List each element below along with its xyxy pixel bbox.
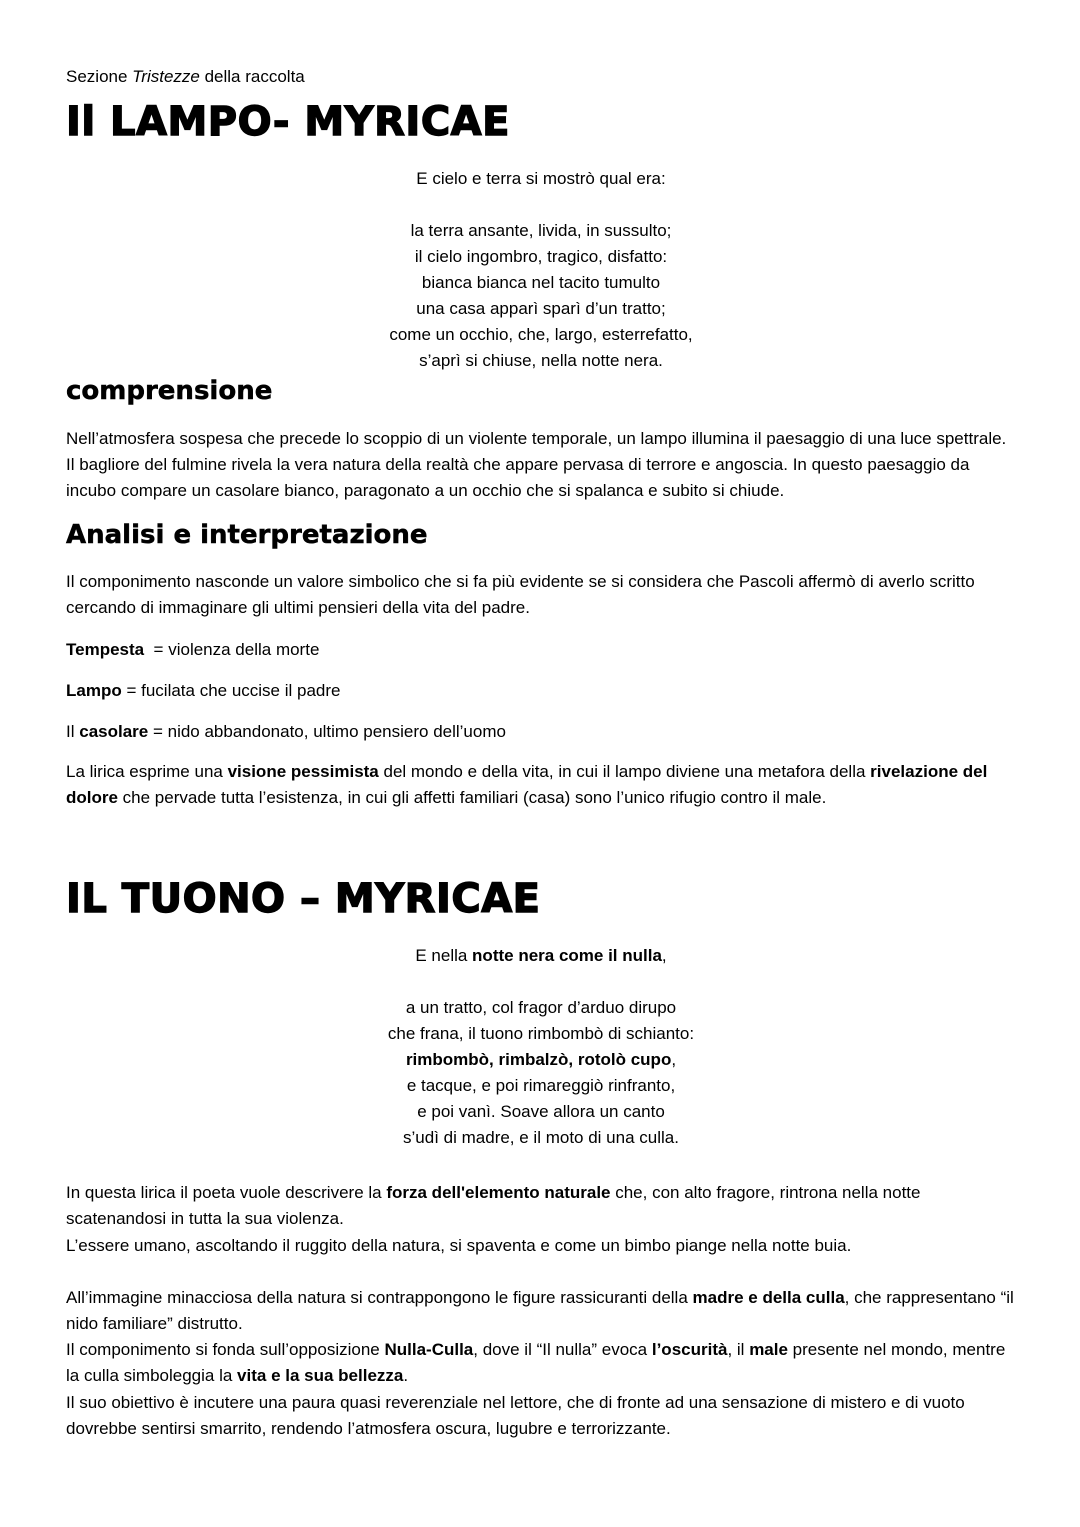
poem-line: il cielo ingombro, tragico, disfatto: [414,247,668,266]
poem-line: una casa apparì sparì d’un tratto; [416,299,666,318]
lampo-title: Il LAMPO- MYRICAE [66,99,510,145]
poem-line: rimbombò, rimbalzò, rotolò cupo, [405,1050,677,1069]
poem-line: e tacque, e poi rimareggiò rinfranto, [406,1076,676,1095]
lampo-poem [306,166,776,374]
symbol-casolare: Il casolare = nido abbandonato, ultimo pensiero dell’uomo [66,722,506,741]
poem-line: la terra ansante, livida, in sussulto; [410,221,672,240]
poem-line: E cielo e terra si mostrò qual era: [416,169,666,188]
tuono-paragraph-1: In questa lirica il poeta vuole descrivere la forza dell'elemento naturale che, con alto fragore, rintrona nella notte scatenandosi in tutta la sua violenza. [66,1183,921,1228]
comprensione-paragraph: Nell’atmosfera sospesa che precede lo scoppio di un violente temporale, un lampo illumina il paesaggio di una luce spettrale. Il bagliore del fulmine rivela la vera natura della realtà che appare pervasa di terrore e angoscia. In questo paesaggio da incubo compare un casolare bianco, paragonato a un occhio che si spalanca e subito si chiude. [66,429,1007,500]
symbol-tempesta: Tempesta = violenza della morte [66,640,320,659]
tuono-paragraph-4: Il componimento si fonda sull’opposizione Nulla-Culla, dove il “Il nulla” evoca l’oscurità, il male presente nel mondo, mentre la culla simboleggia la vita e la sua bellezza. [66,1340,1006,1385]
lampo-conclusion: La lirica esprime una visione pessimista del mondo e della vita, in cui il lampo diviene una metafora della rivelazione del dolore che pervade tutta l’esistenza, in cui gli affetti familiari (casa) sono l’unico rifugio contro il male. [66,762,988,807]
symbol-lampo: Lampo = fucilata che uccise il padre [66,681,341,700]
poem-line: E nella notte nera come il nulla, [415,946,667,965]
tuono-paragraph-2: L’essere umano, ascoltando il ruggito della natura, si spaventa e come un bimbo piange nella notte buia. [66,1236,852,1255]
poem-line: che frana, il tuono rimbombò di schianto: [387,1024,695,1043]
comprensione-heading: comprensione [66,376,273,406]
poem-line: bianca bianca nel tacito tumulto [421,273,661,292]
tuono-title: IL TUONO – MYRICAE [66,876,541,922]
analisi-heading: Analisi e interpretazione [66,520,428,550]
analisi-paragraph: Il componimento nasconde un valore simbolico che si fa più evidente se si considera che Pascoli affermò di averlo scritto cercando di immaginare gli ultimi pensieri della vita del padre. [66,572,975,617]
tuono-paragraph-3: All’immagine minacciosa della natura si contrappongono le figure rassicuranti della madre e della culla, che rappresentano “il nido familiare” distrutto. [66,1288,1014,1333]
poem-line: s’aprì si chiuse, nella notte nera. [419,351,663,370]
poem-line: e poi vanì. Soave allora un canto [417,1102,665,1121]
poem-line: come un occhio, che, largo, esterrefatto, [389,325,693,344]
poem-line: s’udì di madre, e il moto di una culla. [403,1128,679,1147]
tuono-paragraph-5: Il suo obiettivo è incutere una paura quasi reverenziale nel lettore, che di fronte ad una sensazione di mistero e di vuoto dovrebbe sentirsi smarrito, rendendo l’atmosfera oscura, lugubre e terrorizzante. [66,1393,965,1438]
section-intro: Sezione Tristezze della raccolta [66,67,305,86]
poem-line: a un tratto, col fragor d’arduo dirupo [405,998,677,1017]
tuono-poem [306,943,776,1151]
